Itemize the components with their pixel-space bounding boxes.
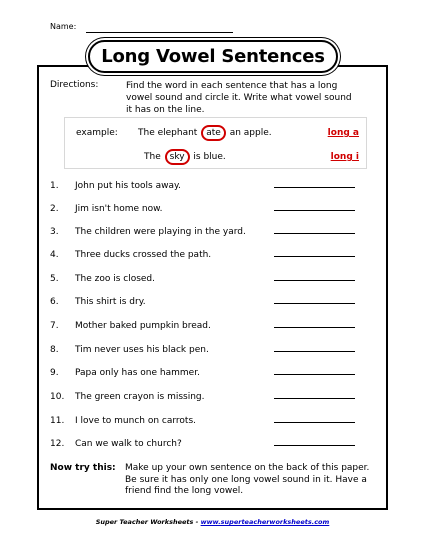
directions-label: Directions:	[50, 80, 99, 90]
question-number: 8.	[50, 345, 59, 355]
question-number: 7.	[50, 321, 59, 331]
question-text: The zoo is closed.	[75, 274, 156, 284]
example-1-before: The elephant	[138, 128, 198, 138]
question-text: Mother baked pumpkin bread.	[75, 321, 211, 331]
answer-line[interactable]	[274, 351, 355, 352]
question-text: The green crayon is missing.	[75, 392, 205, 402]
answer-line[interactable]	[274, 233, 355, 234]
question-number: 2.	[50, 204, 59, 214]
page-title: Long Vowel Sentences	[88, 40, 338, 73]
question-number: 10.	[50, 392, 65, 402]
answer-line[interactable]	[274, 187, 355, 188]
question-text: Can we walk to church?	[75, 439, 182, 449]
question-number: 11.	[50, 416, 65, 426]
example-sentence-2	[144, 152, 226, 162]
question-text: This shirt is dry.	[75, 297, 146, 307]
name-line[interactable]	[86, 32, 233, 33]
question-number: 5.	[50, 274, 59, 284]
directions-text: Find the word in each sentence that has a long vowel sound and circle it. Write what vowel sound it has on the line.	[126, 81, 352, 115]
example-2-circled-word: sky	[165, 149, 190, 165]
question-text: I love to munch on carrots.	[75, 416, 196, 426]
question-number: 3.	[50, 227, 59, 237]
question-number: 6.	[50, 297, 59, 307]
question-number: 4.	[50, 250, 59, 260]
footer-brand: Super Teacher Worksheets	[95, 518, 194, 526]
example-1-after: an apple.	[229, 128, 272, 138]
question-text: Jim isn't home now.	[75, 204, 163, 214]
example-1-circled-word: ate	[201, 125, 226, 141]
question-text: The children were playing in the yard.	[75, 227, 246, 237]
answer-line[interactable]	[274, 445, 355, 446]
answer-line[interactable]	[274, 210, 355, 211]
example-1-answer: long a	[327, 128, 359, 138]
question-text: Three ducks crossed the path.	[75, 250, 212, 260]
example-label: example:	[76, 128, 118, 138]
question-text: Papa only has one hammer.	[75, 368, 200, 378]
example-2-after: is blue.	[193, 152, 226, 162]
name-label: Name:	[50, 22, 77, 31]
try-this-text: Make up your own sentence on the back of this paper. Be sure it has only one long vowel sound in it. Have a friend find the long vowel.	[125, 463, 370, 496]
answer-line[interactable]	[274, 398, 355, 399]
question-number: 9.	[50, 368, 59, 378]
example-sentence-1	[138, 128, 272, 138]
question-text: Tim never uses his black pen.	[75, 345, 209, 355]
footer-separator: -	[195, 518, 199, 526]
question-number: 1.	[50, 181, 59, 191]
example-2-before: The	[144, 152, 161, 162]
footer	[0, 518, 425, 526]
answer-line[interactable]	[274, 327, 355, 328]
answer-line[interactable]	[274, 280, 355, 281]
answer-line[interactable]	[274, 422, 355, 423]
try-this-label: Now try this:	[50, 463, 116, 473]
footer-link[interactable]: www.superteacherworksheets.com	[200, 518, 330, 526]
example-2-answer: long i	[330, 152, 359, 162]
answer-line[interactable]	[274, 256, 355, 257]
answer-line[interactable]	[274, 303, 355, 304]
question-text: John put his tools away.	[75, 181, 181, 191]
question-number: 12.	[50, 439, 65, 449]
answer-line[interactable]	[274, 374, 355, 375]
